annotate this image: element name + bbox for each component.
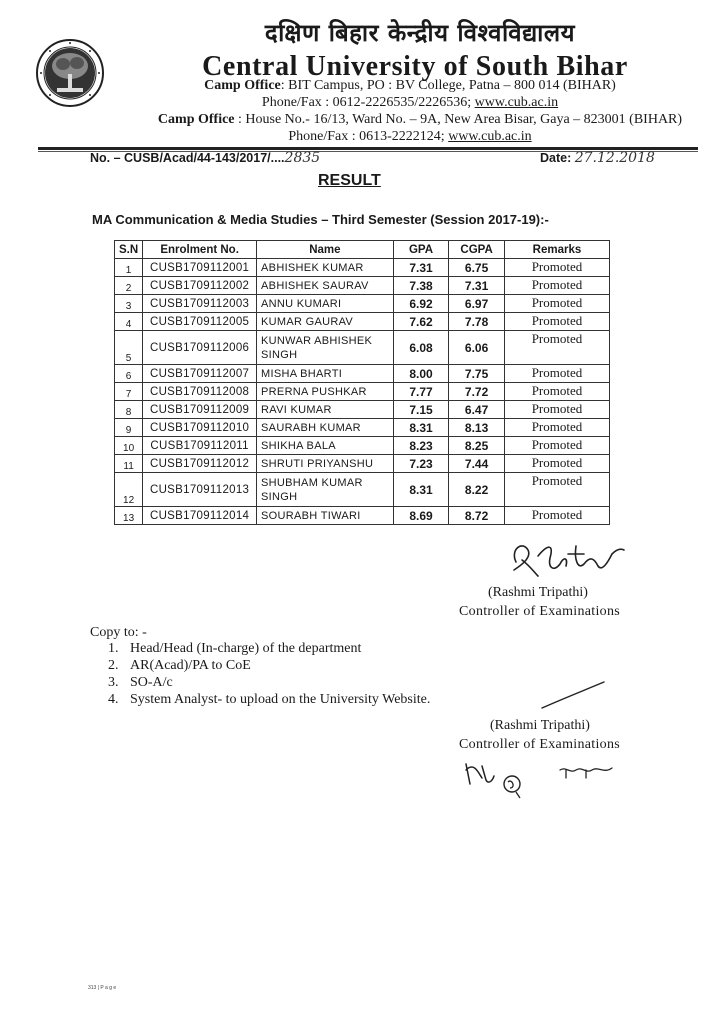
cell-remarks: Promoted: [504, 259, 609, 277]
cell-cgpa: 6.97: [449, 295, 505, 313]
cell-cgpa: 7.44: [449, 455, 505, 473]
cell-name: SOURABH TIWARI: [257, 507, 394, 525]
list-item-number: 2.: [108, 658, 119, 673]
copy-to-heading: Copy to: -: [90, 625, 147, 640]
signatory-title-1: Controller of Examinations: [459, 604, 620, 619]
cell-sn: 7: [115, 383, 143, 401]
phone-fax-1: [110, 94, 710, 112]
table-row: [115, 383, 610, 401]
cell-sn: 12: [115, 473, 143, 507]
column-header-sn: S.N: [115, 241, 143, 259]
table-row: [115, 419, 610, 437]
list-item-text: Head/Head (In-charge) of the department: [130, 641, 362, 656]
date-label: Date:: [540, 151, 575, 165]
table-row: [115, 313, 610, 331]
cell-enrolment: CUSB1709112012: [143, 455, 257, 473]
camp-office-1: [110, 77, 710, 95]
cell-cgpa: 6.06: [449, 331, 505, 365]
cell-name: PRERNA PUSHKAR: [257, 383, 394, 401]
cell-cgpa: 8.25: [449, 437, 505, 455]
programme-subtitle: MA Communication & Media Studies – Third Semester (Session 2017-19):-: [92, 212, 549, 227]
cell-remarks: Promoted: [504, 295, 609, 313]
cell-sn: 8: [115, 401, 143, 419]
cell-gpa: 8.23: [393, 437, 449, 455]
cell-cgpa: 6.75: [449, 259, 505, 277]
document-date: [540, 150, 655, 166]
cell-cgpa: 7.72: [449, 383, 505, 401]
list-item-text: SO-A/c: [130, 675, 173, 690]
cell-sn: 6: [115, 365, 143, 383]
cell-cgpa: 8.13: [449, 419, 505, 437]
cell-gpa: 8.31: [393, 473, 449, 507]
date-handwritten: 27.12.2018: [574, 150, 655, 166]
cell-name: KUMAR GAURAV: [257, 313, 394, 331]
cell-remarks: Promoted: [504, 455, 609, 473]
website-link-1[interactable]: www.cub.ac.in: [474, 95, 559, 110]
cell-name: SHIKHA BALA: [257, 437, 394, 455]
cell-sn: 3: [115, 295, 143, 313]
cell-enrolment: CUSB1709112008: [143, 383, 257, 401]
cell-gpa: 6.92: [393, 295, 449, 313]
cell-sn: 10: [115, 437, 143, 455]
cell-enrolment: CUSB1709112001: [143, 259, 257, 277]
cell-gpa: 7.38: [393, 277, 449, 295]
cell-name: SHRUTI PRIYANSHU: [257, 455, 394, 473]
camp-office-2-address: : House No.- 16/13, Ward No. – 9A, New Area Bisar, Gaya – 823001 (BIHAR): [234, 112, 683, 127]
cell-remarks: Promoted: [504, 277, 609, 295]
table-row: [115, 473, 610, 507]
university-logo: [35, 38, 105, 108]
cell-gpa: 8.00: [393, 365, 449, 383]
cell-enrolment: CUSB1709112002: [143, 277, 257, 295]
camp-office-1-address: : BIT Campus, PO : BV College, Patna – 800 014 (BIHAR): [280, 78, 616, 93]
university-english-title: Central University of South Bihar: [202, 51, 628, 82]
cell-enrolment: CUSB1709112013: [143, 473, 257, 507]
copy-to-list: [108, 640, 430, 708]
table-row: [115, 507, 610, 525]
cell-cgpa: 7.75: [449, 365, 505, 383]
cell-enrolment: CUSB1709112003: [143, 295, 257, 313]
cell-enrolment: CUSB1709112010: [143, 419, 257, 437]
table-row: [115, 259, 610, 277]
cell-name: ABHISHEK SAURAV: [257, 277, 394, 295]
cell-sn: 1: [115, 259, 143, 277]
phone-fax-1-text: Phone/Fax : 0612-2226535/2226536;: [261, 95, 475, 110]
cell-enrolment: CUSB1709112011: [143, 437, 257, 455]
cell-enrolment: CUSB1709112005: [143, 313, 257, 331]
camp-office-2: [130, 111, 710, 129]
table-header-row: [115, 241, 610, 259]
cell-name: ANNU KUMARI: [257, 295, 394, 313]
table-row: [115, 455, 610, 473]
list-item: [108, 657, 430, 674]
list-item-number: 3.: [108, 675, 119, 690]
list-item-number: 1.: [108, 641, 119, 656]
cell-name: SHUBHAM KUMAR SINGH: [257, 473, 394, 507]
handwritten-signature-2: [540, 680, 606, 710]
cell-enrolment: CUSB1709112006: [143, 331, 257, 365]
cell-gpa: 7.62: [393, 313, 449, 331]
reference-number-handwritten: 2835: [284, 150, 321, 166]
signatory-title-2: Controller of Examinations: [459, 737, 620, 752]
cell-cgpa: 6.47: [449, 401, 505, 419]
cell-enrolment: CUSB1709112007: [143, 365, 257, 383]
cell-remarks: Promoted: [504, 401, 609, 419]
table-row: [115, 331, 610, 365]
table-row: [115, 437, 610, 455]
camp-office-1-label: Camp Office: [204, 78, 281, 93]
reference-number: [90, 150, 320, 166]
cell-gpa: 7.23: [393, 455, 449, 473]
cell-remarks: Promoted: [504, 331, 609, 365]
signatory-name-1: (Rashmi Tripathi): [488, 585, 588, 600]
list-item-number: 4.: [108, 692, 119, 707]
cell-gpa: 7.31: [393, 259, 449, 277]
cell-sn: 5: [115, 331, 143, 365]
table-row: [115, 295, 610, 313]
cell-sn: 2: [115, 277, 143, 295]
cell-sn: 11: [115, 455, 143, 473]
list-item-text: AR(Acad)/PA to CoE: [130, 658, 251, 673]
list-item: [108, 691, 430, 708]
cell-gpa: 8.31: [393, 419, 449, 437]
result-heading: RESULT: [318, 172, 381, 189]
cell-enrolment: CUSB1709112014: [143, 507, 257, 525]
university-hindi-title: दक्षिण बिहार केन्द्रीय विश्वविद्यालय: [264, 19, 576, 47]
phone-fax-2-text: Phone/Fax : 0613-2222124;: [288, 129, 449, 144]
results-table: [114, 240, 610, 525]
cell-name: ABHISHEK KUMAR: [257, 259, 394, 277]
cell-remarks: Promoted: [504, 473, 609, 507]
cell-remarks: Promoted: [504, 507, 609, 525]
cell-sn: 4: [115, 313, 143, 331]
column-header-name: Name: [257, 241, 394, 259]
list-item: [108, 640, 430, 657]
cell-gpa: 8.69: [393, 507, 449, 525]
list-item: [108, 674, 430, 691]
cell-gpa: 7.15: [393, 401, 449, 419]
cell-name: SAURABH KUMAR: [257, 419, 394, 437]
table-row: [115, 277, 610, 295]
cell-cgpa: 8.22: [449, 473, 505, 507]
handwritten-initials: [462, 758, 622, 802]
camp-office-2-label: Camp Office: [157, 112, 235, 127]
website-link-2[interactable]: www.cub.ac.in: [448, 129, 532, 144]
cell-sn: 9: [115, 419, 143, 437]
table-row: [115, 401, 610, 419]
phone-fax-2: [110, 128, 710, 146]
column-header-enrolment: Enrolment No.: [143, 241, 257, 259]
column-header-cgpa: CGPA: [449, 241, 505, 259]
cell-cgpa: 7.78: [449, 313, 505, 331]
cell-name: RAVI KUMAR: [257, 401, 394, 419]
cell-name: KUNWAR ABHISHEK SINGH: [257, 331, 394, 365]
cell-name: MISHA BHARTI: [257, 365, 394, 383]
cell-remarks: Promoted: [504, 419, 609, 437]
cell-gpa: 7.77: [393, 383, 449, 401]
column-header-remarks: Remarks: [504, 241, 609, 259]
table-row: [115, 365, 610, 383]
signatory-name-2: (Rashmi Tripathi): [490, 718, 590, 733]
page-footer: 313 | P a g e: [88, 985, 117, 991]
cell-remarks: Promoted: [504, 437, 609, 455]
handwritten-signature-1: [508, 536, 628, 580]
cell-sn: 13: [115, 507, 143, 525]
cell-remarks: Promoted: [504, 313, 609, 331]
cell-enrolment: CUSB1709112009: [143, 401, 257, 419]
list-item-text: System Analyst- to upload on the University Website.: [130, 692, 431, 707]
cell-gpa: 6.08: [393, 331, 449, 365]
cell-remarks: Promoted: [504, 383, 609, 401]
cell-cgpa: 7.31: [449, 277, 505, 295]
reference-number-prefix: No. – CUSB/Acad/44-143/2017/....: [90, 151, 285, 165]
cell-cgpa: 8.72: [449, 507, 505, 525]
cell-remarks: Promoted: [504, 365, 609, 383]
column-header-gpa: GPA: [393, 241, 449, 259]
